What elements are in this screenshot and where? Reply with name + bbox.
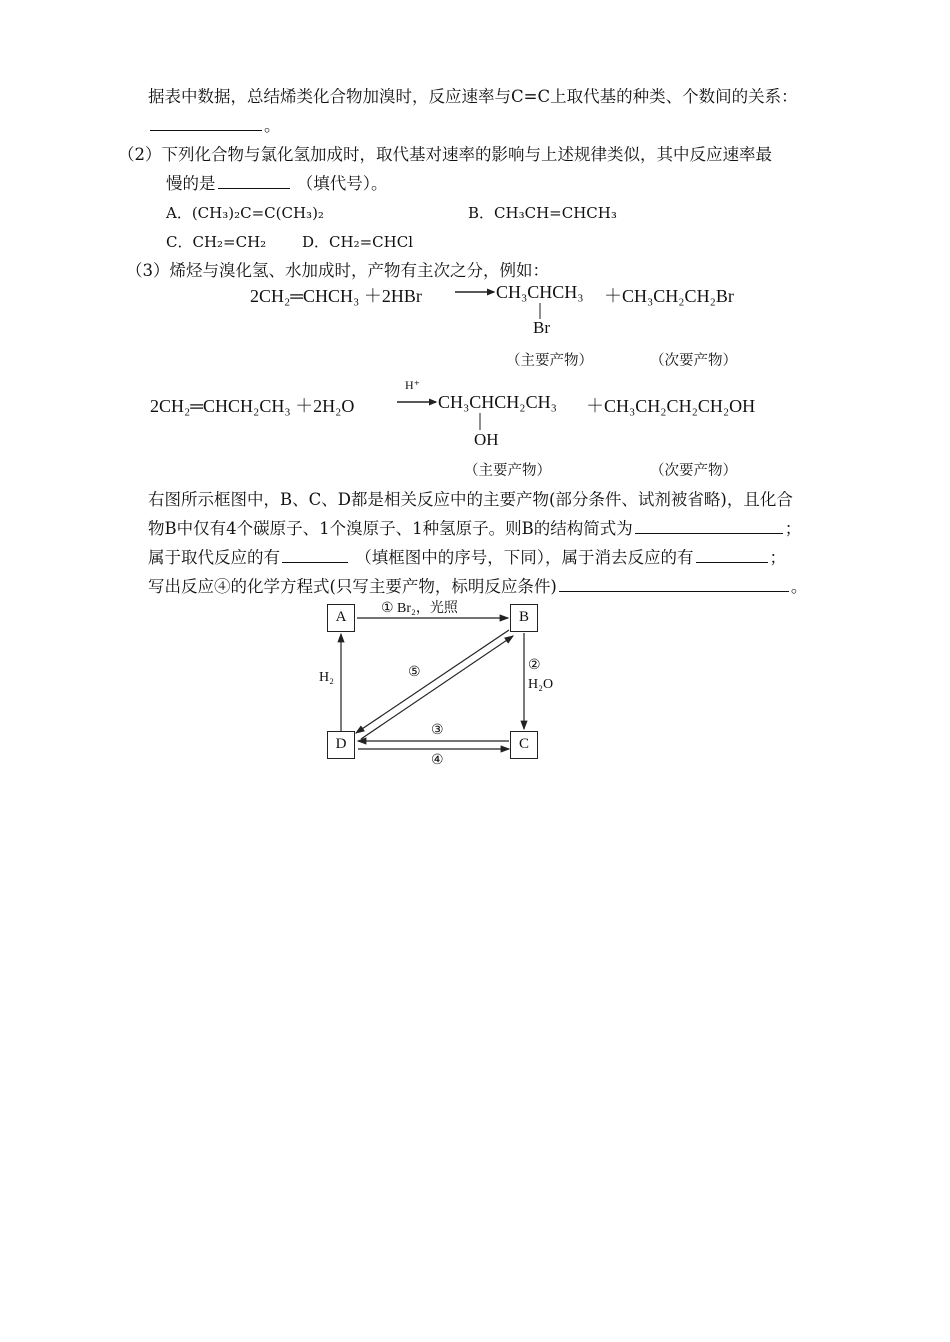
paragraph-1-text: 据表中数据，总结烯类化合物加溴时，反应速率与C=C上取代基的种类、个数间的关系： (148, 87, 798, 106)
reaction-1-minor-product: ＋CH₃CH₂CH₂Br (604, 286, 734, 306)
edge-3-label: ③ (431, 723, 444, 738)
option-d: D．CH₂=CHCl (302, 233, 413, 251)
node-a: A (327, 604, 355, 632)
edge-2-number: ② (528, 658, 541, 673)
option-c: C．CH₂=CH₂ (166, 233, 267, 251)
edge-b-to-d (356, 630, 509, 733)
option-b: B．CH₃CH=CHCH₃ (468, 204, 617, 222)
node-d: D (327, 731, 355, 759)
edge-4-label: ④ (431, 753, 444, 768)
reaction-1-substituent: Br (533, 318, 550, 337)
reaction-1-minor-label: （次要产物） (650, 353, 737, 369)
edge-5-label: ⑤ (408, 665, 421, 680)
question-3-para4: 写出反应④的化学方程式(只写主要产物，标明反应条件) 。 (148, 577, 808, 596)
question-3-para3: 属于取代反应的有 （填框图中的序号，下同），属于消去反应的有 ； (148, 548, 786, 567)
reaction-2-minor-product: ＋CH₃CH₂CH₂CH₂OH (586, 396, 756, 416)
question-3-para2: 物B中仅有4个碳原子、1个溴原子、1种氢原子。则B的结构简式为 ； (148, 519, 802, 538)
edge-1-label: ① Br₂，光照 (381, 601, 458, 616)
question-3-para1: 右图所示框图中，B、C、D都是相关反应中的主要产物(部分条件、试剂被省略)，且化合 (148, 490, 793, 509)
reaction-2-minor-label: （次要产物） (650, 463, 737, 479)
edge-h2-label: H₂ (319, 670, 334, 685)
reaction-2-substituent: OH (474, 430, 499, 449)
question-2-line1: （2）下列化合物与氯化氢加成时，取代基对速率的影响与上述规律类似，其中反应速率最 (118, 145, 772, 164)
reaction-1-main-label: （主要产物） (506, 353, 593, 369)
question-3-intro: （3）烯烃与溴化氢、水加成时，产物有主次之分，例如： (126, 261, 549, 280)
reaction-1-main-product: CH₃CHCH₃ (496, 282, 584, 302)
reaction-1-reactants: 2CH₂═CHCH₃ ＋2HBr (250, 286, 422, 306)
question-2-line2: 慢的是 （填代号）。 (166, 174, 388, 193)
paragraph-1-answer-line: 。 (148, 115, 281, 137)
node-c: C (510, 731, 538, 759)
reaction-2-condition: H⁺ (405, 378, 420, 392)
reaction-2-reactants: 2CH₂═CHCH₂CH₃ ＋2H₂O (150, 396, 355, 416)
edge-2-reagent: H₂O (528, 677, 554, 692)
reaction-2-main-product: CH₃CHCH₂CH₃ (438, 392, 557, 412)
reaction-2-main-label: （主要产物） (464, 463, 551, 479)
node-b: B (510, 604, 538, 632)
option-a: A．(CH₃)₂C=C(CH₃)₂ (166, 204, 324, 222)
